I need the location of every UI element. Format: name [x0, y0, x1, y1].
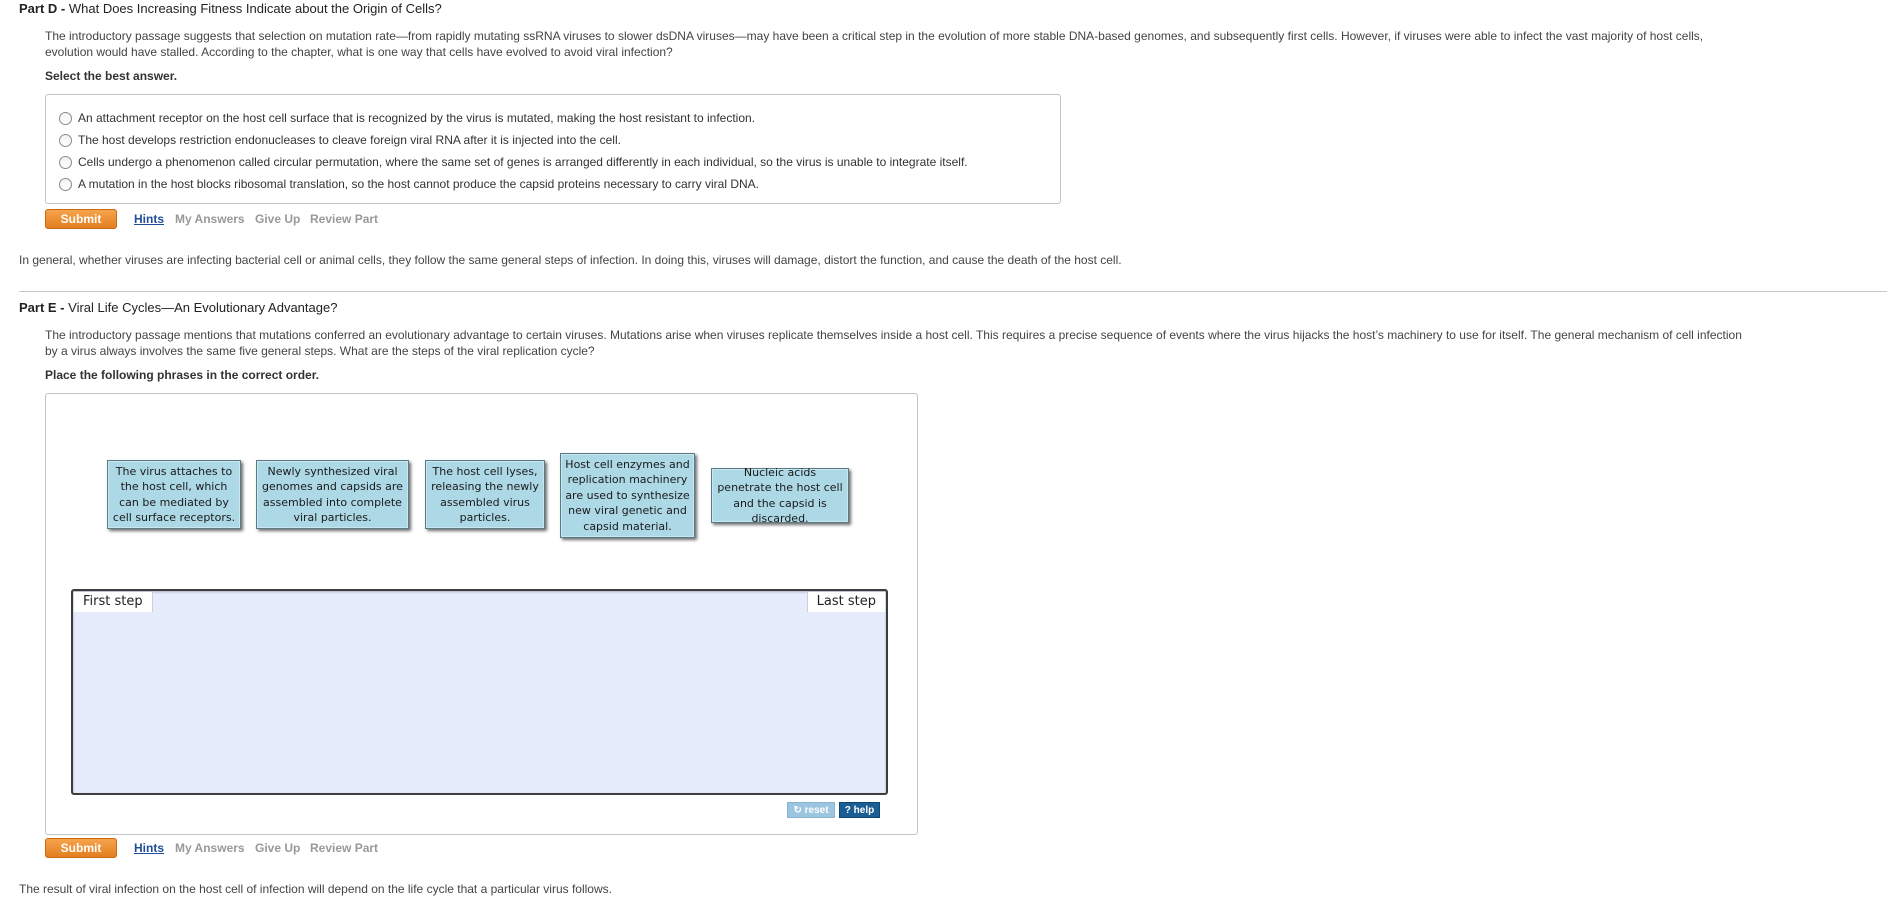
part-e-my-answers-link: My Answers — [175, 841, 245, 855]
part-e-give-up-link: Give Up — [255, 841, 301, 855]
help-icon: ? — [844, 805, 851, 816]
answer-option[interactable] — [59, 131, 621, 149]
part-e-prefix: Part E - — [19, 300, 65, 315]
help-label: help — [853, 805, 875, 816]
part-d-review-part-link: Review Part — [310, 212, 379, 226]
part-d-hints-link[interactable]: Hints — [134, 212, 164, 226]
answer-option-label[interactable]: Cells undergo a phenomenon called circular permutation, where the same set of genes is arranged differently in each individual, so the virus is unable to integrate itself. — [78, 155, 968, 169]
draggable-card-penetration[interactable] — [711, 465, 849, 525]
part-d-submit-button[interactable]: Submit — [45, 209, 117, 229]
card-label: Host cell enzymes and replication machinery are used to synthesize new viral genetic and capsid material. — [565, 457, 690, 533]
answer-option-label[interactable]: A mutation in the host blocks ribosomal translation, so the host cannot produce the capsid proteins necessary to carry viral DNA. — [78, 177, 760, 191]
part-d-title: What Does Increasing Fitness Indicate about the Origin of Cells? — [68, 1, 442, 16]
radio-button[interactable] — [59, 112, 72, 125]
part-d-intro-line1: The introductory passage suggests that selection on mutation rate—from rapidly mutating ssRNA viruses to slower dsDNA viruses—may have been a critical step in the evolution of more stable DNA-based genomes, and subsequently first cells. However, if viruses were able to infect the vast majority of host cells, — [45, 29, 1704, 43]
part-d-give-up-link: Give Up — [255, 212, 301, 226]
card-label: The host cell lyses, releasing the newly assembled virus particles. — [431, 464, 539, 524]
part-e-review-part-link: Review Part — [310, 841, 379, 855]
between-parts-text: In general, whether viruses are infecting bacterial cell or animal cells, they follow the same general steps of infection. In doing this, viruses will damage, distort the function, and cause the death of the host cell. — [19, 253, 1122, 267]
card-label: Nucleic acids penetrate the host cell and the capsid is discarded. — [717, 465, 843, 525]
reset-label: reset — [804, 805, 829, 816]
answer-option[interactable] — [59, 175, 759, 193]
part-e-intro-line2: by a virus always involves the same five general steps. What are the steps of the viral replication cycle? — [45, 344, 595, 358]
radio-button[interactable] — [59, 134, 72, 147]
part-d-my-answers-link: My Answers — [175, 212, 245, 226]
part-e-instruction: Place the following phrases in the correct order. — [45, 368, 320, 382]
part-d-heading — [19, 1, 442, 16]
part-d-prefix: Part D - — [19, 1, 66, 16]
part-d-instruction: Select the best answer. — [45, 69, 178, 83]
answer-option[interactable] — [59, 109, 755, 127]
part-e-intro-line1: The introductory passage mentions that mutations conferred an evolutionary advantage to certain viruses. Mutations arise when viruses replicate themselves inside a host cell. This requires a precise sequence of events where the virus hijacks the host’s machinery to use for itself. The general mechanism of cell infection — [45, 328, 1742, 342]
answer-option[interactable] — [59, 153, 968, 171]
answer-option-label[interactable]: The host develops restriction endonucleases to cleave foreign viral RNA after it is injected into the cell. — [78, 133, 621, 147]
radio-button[interactable] — [59, 178, 72, 191]
section-divider — [19, 291, 1887, 292]
footer-text: The result of viral infection on the host cell of infection will depend on the life cycle that a particular virus follows. — [19, 882, 612, 896]
reset-button[interactable] — [787, 802, 835, 818]
draggable-card-synthesis[interactable] — [560, 453, 695, 538]
card-label: Newly synthesized viral genomes and capsids are assembled into complete viral particles. — [262, 464, 403, 524]
answer-option-label[interactable]: An attachment receptor on the host cell surface that is recognized by the virus is mutated, making the host resistant to infection. — [78, 111, 756, 125]
card-label: The virus attaches to the host cell, which can be mediated by cell surface receptors. — [112, 464, 236, 524]
first-step-label: First step — [74, 592, 153, 612]
answer-options-box — [45, 94, 1061, 204]
part-e-heading — [19, 300, 337, 315]
radio-button[interactable] — [59, 156, 72, 169]
help-button[interactable] — [839, 802, 880, 818]
part-d-intro-line2: evolution would have stalled. According to the chapter, what is one way that cells have evolved to avoid viral infection? — [45, 45, 673, 59]
draggable-card-attachment[interactable] — [107, 460, 241, 529]
part-e-hints-link[interactable]: Hints — [134, 841, 164, 855]
part-e-title: Viral Life Cycles—An Evolutionary Advantage? — [68, 300, 338, 315]
ordering-drop-zone[interactable] — [71, 589, 888, 795]
reset-icon: ↻ — [793, 805, 802, 816]
draggable-card-assembly[interactable] — [256, 460, 409, 529]
last-step-label: Last step — [807, 592, 885, 612]
draggable-card-release[interactable] — [425, 460, 545, 529]
part-e-submit-button[interactable]: Submit — [45, 838, 117, 858]
